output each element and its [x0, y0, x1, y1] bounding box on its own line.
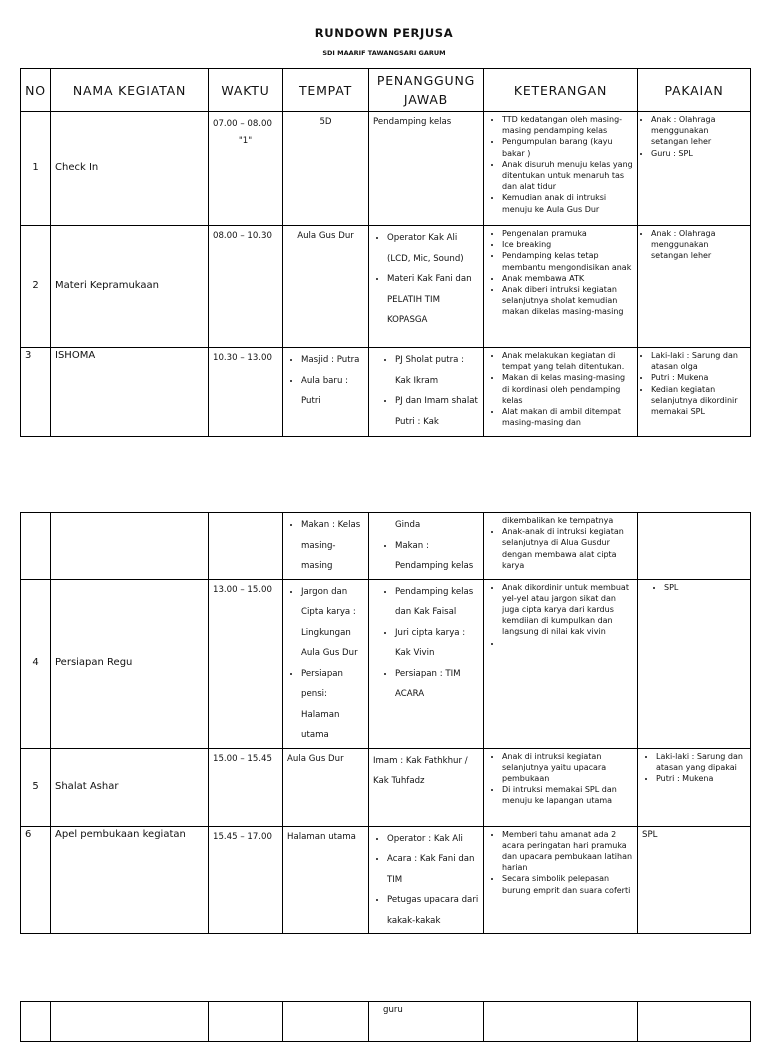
place-cell: 5D: [283, 112, 369, 226]
notes-item: [502, 638, 633, 649]
header-pj-line2: JAWAB: [403, 92, 449, 107]
empty-cell: [283, 1002, 369, 1042]
pj-cell: Imam : Kak Fathkhur / Kak Tuhfadz: [369, 748, 484, 826]
pj-item: • Pendamping kelas dan Kak Faisal: [395, 582, 479, 623]
pj-item: • Petugas upacara dari kakak-kakak: [387, 890, 479, 931]
pj-cell: [369, 1002, 484, 1042]
table-row: [21, 748, 751, 826]
pj-item: • Operator Kak Ali (LCD, Mic, Sound): [387, 228, 479, 269]
rundown-table-part-1: [20, 68, 751, 437]
place-item: • Makan : Kelas masing-masing: [301, 515, 364, 577]
place-cell: Aula Gus Dur: [283, 226, 369, 348]
notes-item: • TTD kedatangan oleh masing-masing pendamping kelas: [502, 114, 633, 136]
place-cell: [283, 579, 369, 748]
notes-cell: [484, 513, 638, 580]
pj-item: • PJ dan Imam shalat Putri : Kak: [395, 391, 479, 432]
row-number: 2: [21, 226, 51, 348]
attire-cell: [638, 348, 751, 437]
notes-item: • Ice breaking: [502, 239, 633, 250]
header-pj-line1: PENANGGUNG: [376, 73, 476, 88]
attire-item: • Kedian kegiatan selanjutnya dikordinir memakai SPL: [651, 384, 746, 418]
notes-item: • Anak disuruh menuju kelas yang ditentukan untuk menaruh tas dan alat tidur: [502, 159, 633, 193]
row-number: 4: [21, 579, 51, 748]
header-keterangan: KETERANGAN: [484, 69, 638, 112]
empty-cell: [638, 513, 751, 580]
time-note: "1": [238, 135, 253, 146]
attire-item: • Putri : Mukena: [651, 372, 746, 383]
table-row: [21, 348, 751, 437]
activity-name: Apel pembukaan kegiatan: [51, 826, 209, 934]
header-no: NO: [21, 69, 51, 112]
place-cell: Halaman utama: [283, 826, 369, 934]
notes-item: • Secara simbolik pelepasan burung emprit dan suara coferti: [502, 873, 633, 895]
table-row: [21, 226, 751, 348]
place-item: • Persiapan pensi: Halaman utama: [301, 664, 364, 746]
pj-cell: [369, 826, 484, 934]
time-cell: 08.00 – 10.30: [209, 226, 283, 348]
time-cell: [209, 112, 283, 226]
time-cell: 13.00 – 15.00: [209, 579, 283, 748]
row-number: 1: [21, 112, 51, 226]
row-number: 5: [21, 748, 51, 826]
notes-cell: [484, 348, 638, 437]
table-row: [21, 826, 751, 934]
activity-name: ISHOMA: [51, 348, 209, 437]
row-number: 6: [21, 826, 51, 934]
attire-cell: SPL: [638, 826, 751, 934]
pj-continued: Ginda: [395, 520, 421, 530]
pj-cell: [369, 348, 484, 437]
table-row: [21, 579, 751, 748]
empty-cell: [21, 513, 51, 580]
pj-item: • Materi Kak Fani dan PELATIH TIM KOPASGA: [387, 269, 479, 331]
document-title: RUNDOWN PERJUSA: [314, 26, 454, 40]
time-cell: 10.30 – 13.00: [209, 348, 283, 437]
notes-cell: [484, 579, 638, 748]
empty-cell: [484, 1002, 638, 1042]
place-cell: [283, 513, 369, 580]
empty-cell: [209, 513, 283, 580]
notes-item: • Anak dikordinir untuk membuat yel-yel atau jargon sikat dan juga cipta karya dari kardus kemdiian di kumpulkan dan langsung di nilai kak vivin: [502, 582, 633, 638]
notes-item: • Makan di kelas masing-masing di kordinasi oleh pendamping kelas: [502, 372, 633, 406]
rundown-table-part-3: [20, 1001, 751, 1042]
pj-cell: [369, 579, 484, 748]
notes-item: • Anak membawa ATK: [502, 273, 633, 284]
notes-item: • Alat makan di ambil ditempat masing-masing dan: [502, 406, 633, 428]
empty-cell: [638, 1002, 751, 1042]
notes-continued: dikembalikan ke tempatnya: [502, 516, 614, 525]
header-pakaian: PAKAIAN: [638, 69, 751, 112]
attire-item: • Anak : Olahraga menggunakan setangan leher: [651, 228, 746, 262]
time-range: 07.00 – 08.00: [213, 119, 272, 129]
table-row: [21, 1002, 751, 1042]
pj-item: • Persiapan : TIM ACARA: [395, 664, 479, 705]
place-item: • Jargon dan Cipta karya : Lingkungan Aula Gus Dur: [301, 582, 364, 664]
attire-item: • SPL: [664, 582, 746, 593]
attire-item: • Putri : Mukena: [656, 773, 746, 784]
header-penanggung-jawab: [369, 69, 484, 112]
pj-item: • Operator : Kak Ali: [387, 829, 479, 850]
notes-cell: [484, 112, 638, 226]
activity-name: Materi Kepramukaan: [51, 226, 209, 348]
empty-cell: [51, 513, 209, 580]
notes-item: • Anak di intruksi kegiatan selanjutnya yaitu upacara pembukaan: [502, 751, 633, 785]
time-cell: 15.00 – 15.45: [209, 748, 283, 826]
notes-item: • Kemudian anak di intruksi menuju ke Aula Gus Dur: [502, 192, 633, 214]
rundown-table-part-2: [20, 512, 751, 934]
notes-item: • Di intruksi memakai SPL dan menuju ke lapangan utama: [502, 784, 633, 806]
header-tempat: TEMPAT: [283, 69, 369, 112]
activity-name: Persiapan Regu: [51, 579, 209, 748]
empty-cell: [51, 1002, 209, 1042]
pj-item: • PJ Sholat putra : Kak Ikram: [395, 350, 479, 391]
pj-item: • Acara : Kak Fani dan TIM: [387, 849, 479, 890]
activity-name: Check In: [51, 112, 209, 226]
table-row: [21, 112, 751, 226]
attire-cell: [638, 112, 751, 226]
pj-item: • Makan : Pendamping kelas: [395, 536, 479, 577]
attire-item: • Laki-laki : Sarung dan atasan olga: [651, 350, 746, 372]
row-number: 3: [21, 348, 51, 437]
attire-item: • Laki-laki : Sarung dan atasan yang dipakai: [656, 751, 746, 773]
notes-item: • Memberi tahu amanat ada 2 acara peringatan hari pramuka dan upacara pembukaan latihan harian: [502, 829, 633, 874]
notes-cell: [484, 226, 638, 348]
attire-cell: [638, 748, 751, 826]
pj-cell: [369, 513, 484, 580]
empty-cell: [21, 1002, 51, 1042]
document-subtitle: SDI MAARIF TAWANGSARI GARUM: [322, 49, 446, 57]
attire-cell: [638, 226, 751, 348]
pj-cell: [369, 226, 484, 348]
place-item: • Masjid : Putra: [301, 350, 364, 371]
notes-item: • Pengumpulan barang (kayu bakar ): [502, 136, 633, 158]
pj-item: • Juri cipta karya : Kak Vivin: [395, 623, 479, 664]
notes-item: • Pendamping kelas tetap membantu mengondisikan anak: [502, 250, 633, 272]
attire-cell: [638, 579, 751, 748]
notes-item: • Anak melakukan kegiatan di tempat yang telah ditentukan.: [502, 350, 633, 372]
header-nama-kegiatan: NAMA KEGIATAN: [51, 69, 209, 112]
table-row: [21, 513, 751, 580]
pj-cell: Pendamping kelas: [369, 112, 484, 226]
empty-cell: [209, 1002, 283, 1042]
notes-cell: [484, 748, 638, 826]
place-cell: Aula Gus Dur: [283, 748, 369, 826]
notes-item: • Anak-anak di intruksi kegiatan selanjutnya di Alua Gusdur dengan membawa alat cipta karya: [502, 526, 633, 571]
activity-name: Shalat Ashar: [51, 748, 209, 826]
header-waktu: WAKTU: [209, 69, 283, 112]
attire-item: • Anak : Olahraga menggunakan setangan leher: [651, 114, 746, 148]
place-cell: [283, 348, 369, 437]
notes-cell: [484, 826, 638, 934]
attire-item: • Guru : SPL: [651, 148, 746, 159]
pj-continued: guru: [383, 1005, 403, 1015]
place-item: • Aula baru : Putri: [301, 371, 364, 412]
notes-item: • Pengenalan pramuka: [502, 228, 633, 239]
notes-item: • Anak diberi intruksi kegiatan selanjutnya sholat kemudian makan dikelas masing-masing: [502, 284, 633, 318]
time-cell: 15.45 – 17.00: [209, 826, 283, 934]
